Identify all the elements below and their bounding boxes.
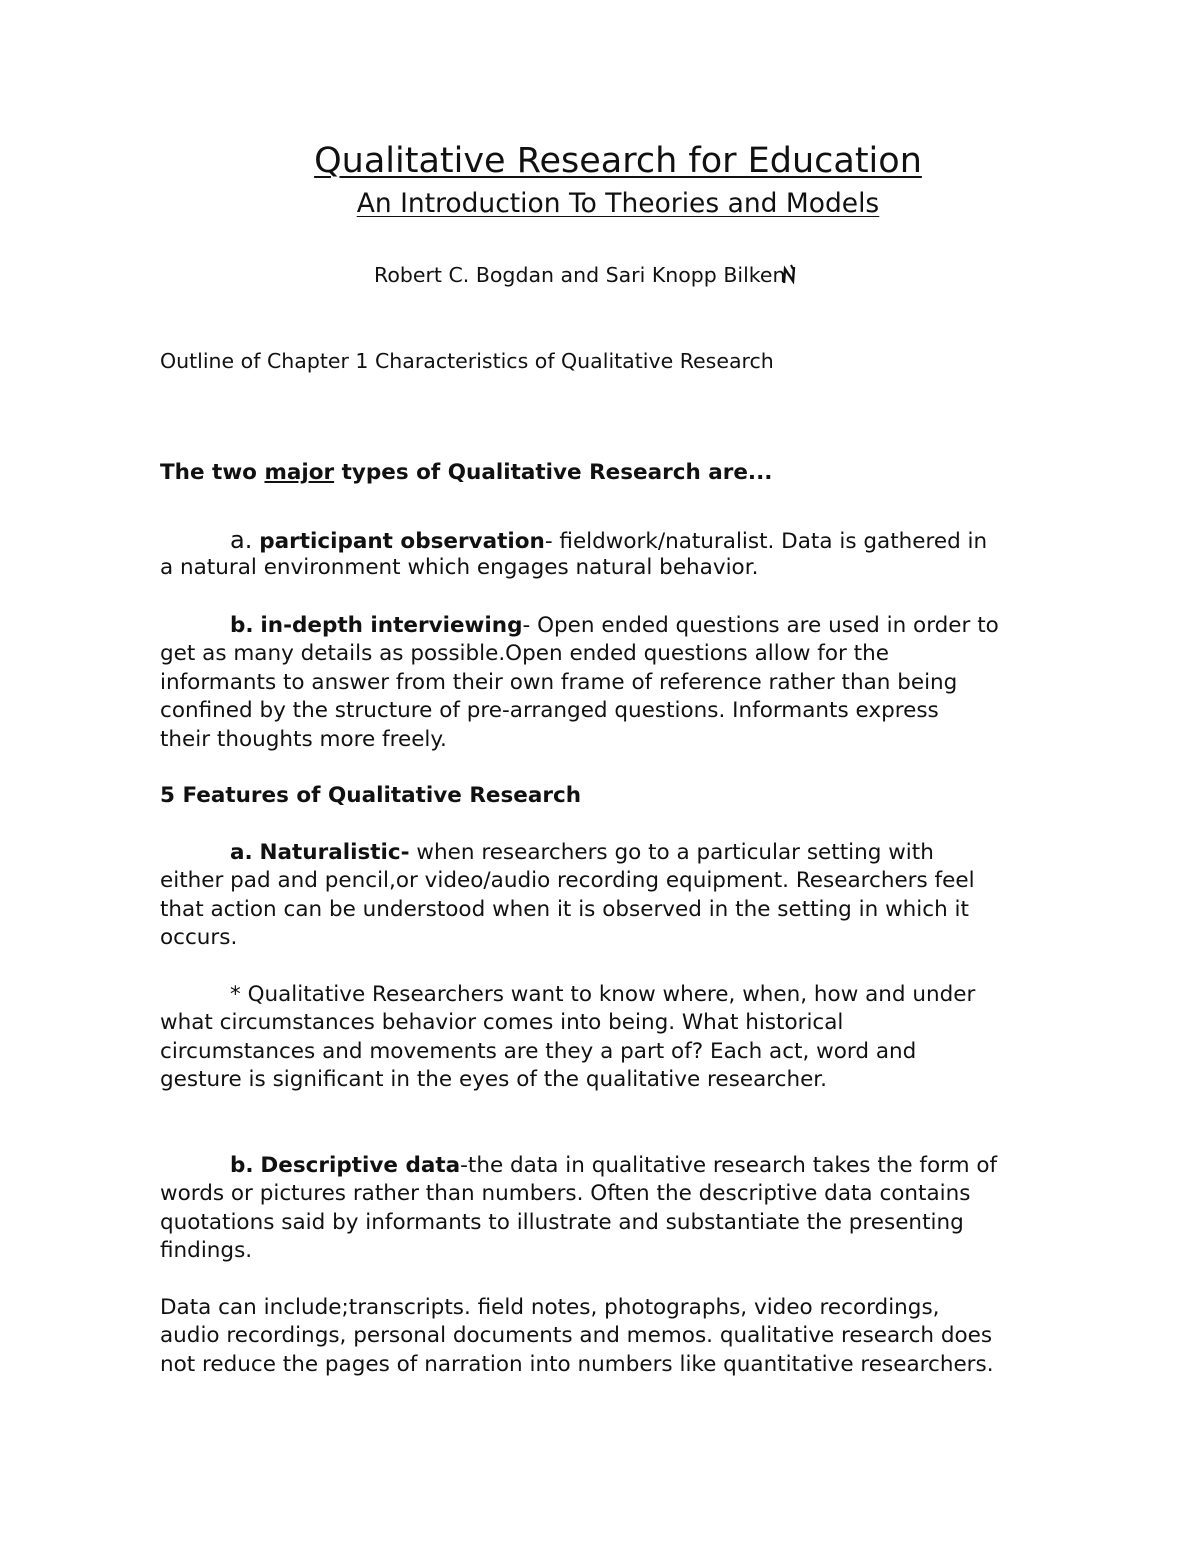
section1-item-a-text-2: a natural environment which engages natural behavior. [160,555,759,581]
chapter-outline-line: Outline of Chapter 1 Characteristics of Qualitative Research [160,349,774,373]
data-paragraph-text-1: Data can include;transcripts. field notes, photographs, video recordings, [160,1295,940,1320]
section2-data-paragraph [160,1294,1090,1379]
data-paragraph-text-3: not reduce the pages of narration into numbers like quantitative researchers. [160,1351,994,1377]
section2-item-a-line-1 [160,839,1090,867]
ink-mark-icon [782,263,796,285]
section1-item-a [160,526,1090,583]
section1-heading-post: types of Qualitative Research are... [334,460,773,485]
section2-item-a-text-4: occurs. [160,925,238,951]
section1-item-b-text-1: - Open ended questions are used in order to [522,613,999,638]
section2-item-b-line-1 [160,1152,1090,1180]
data-paragraph-text-2: audio recordings, personal documents and memos. qualitative research does [160,1323,993,1349]
section2-item-b-text-1: -the data in qualitative research takes the form of [460,1153,998,1178]
section2-item-a-text-2: either pad and pencil,or video/audio recording equipment. Researchers feel [160,868,975,894]
section1-item-b-line-1 [160,612,1090,640]
section2-item-b-letter: b. [230,1153,254,1178]
section1-item-b-term: in-depth interviewing [260,613,523,638]
section1-item-b-text-2: get as many details as possible.Open ended questions allow for the [160,641,889,667]
section2-note-text-2: what circumstances behavior comes into being. What historical [160,1010,844,1036]
section2-item-a-text-1: when researchers go to a particular setting with [409,840,934,865]
section2-item-a-term: Naturalistic- [259,840,410,865]
section2-item-b-text-4: findings. [160,1238,253,1264]
section1-heading-major: major [264,460,335,485]
section2-heading: 5 Features of Qualitative Research [160,783,582,808]
section1-item-b-letter: b. [230,613,254,638]
section1-item-b-text-3: informants to answer from their own frame of reference rather than being [160,669,958,695]
section1-heading [160,458,772,488]
authors-line [374,260,796,290]
section2-item-a-letter: a. [230,840,253,865]
document-subtitle: An Introduction To Theories and Models [356,188,880,219]
document-title: Qualitative Research for Education [314,141,922,181]
section2-item-b-term: Descriptive data [260,1153,461,1178]
section1-item-b-text-5: their thoughts more freely. [160,726,447,752]
authors-text: Robert C. Bogdan and Sari Knopp Bilken [374,263,786,287]
section2-item-b-text-2: words or pictures rather than numbers. Often the descriptive data contains [160,1181,971,1207]
section2-note-text-4: gesture is significant in the eyes of the qualitative researcher. [160,1067,827,1093]
section1-heading-pre: The two [160,460,265,485]
section1-item-a-term: participant observation [259,529,545,554]
section1-item-a-letter: a. [230,526,253,554]
section2-item-a [160,839,1090,953]
section1-item-b [160,612,1090,754]
section2-note-text-1: * Qualitative Researchers want to know where, when, how and under [230,982,976,1007]
section2-note [160,981,1090,1095]
section2-item-a-text-3: that action can be understood when it is observed in the setting in which it [160,896,969,922]
section1-item-a-text-1: - fieldwork/naturalist. Data is gathered in [544,529,988,554]
section2-item-b [160,1152,1090,1266]
section1-item-a-line-1 [160,526,1090,554]
section2-item-b-text-3: quotations said by informants to illustrate and substantiate the presenting [160,1209,964,1235]
section1-item-b-text-4: confined by the structure of pre-arranged questions. Informants express [160,698,939,724]
section2-note-text-3: circumstances and movements are they a part of? Each act, word and [160,1038,917,1064]
